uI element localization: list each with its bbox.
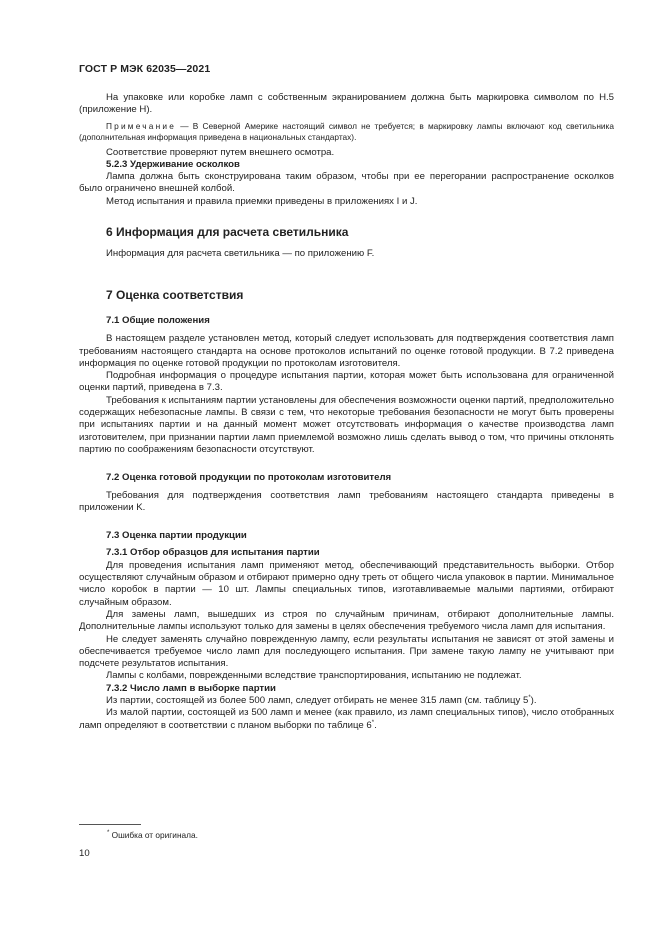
paragraph: Из партии, состоящей из более 500 ламп, следует отбирать не менее 315 ламп (см. таблицу 5*). xyxy=(106,694,537,706)
paragraph: Требования к испытаниям партии установлены для обеспечения возможности оценки партий, предположительно содержащих небезопасные лампы. В связи с тем, что некоторые требования безопасности не могут быть проверены при испытаниях партии и на данный момент может отсутствовать информация о качестве производства ламп изготовителем, при признании партии ламп приемлемой возможно лишь сделать вывод о том, что причины отклонять партию по соображениям безопасности отсутствуют. xyxy=(79,394,614,455)
document-body xyxy=(79,92,614,732)
paragraph: В настоящем разделе установлен метод, который следует использовать для подтверждения соответствия ламп требованиям настоящего стандарта на основе протоколов испытаний по оценке готовой продукции. В 7.2 приведена информация по оценке готовой продукции по протоколам изготовителя. xyxy=(79,333,614,369)
paragraph: Метод испытания и правила приемки приведены в приложениях I и J. xyxy=(106,195,418,207)
note-label: Примечание xyxy=(106,120,177,131)
paragraph: Для проведения испытания ламп применяют метод, обеспечивающий представительность выборки. Отбор осуществляют случайным образом и отбирают примерно одну треть от общего числа упаковок в партии. Минимальное число коробок в партии — 10 шт. Лампы специальных типов, изготавливаемые малыми партиями, отбирают случайным образом. xyxy=(79,559,614,608)
paragraph: Для замены ламп, вышедших из строя по случайным причинам, отбирают дополнительные лампы. Дополнительные лампы используют только для замены в целях обеспечения требуемого числа ламп для испытания. xyxy=(79,608,614,633)
footnote-mark: * xyxy=(107,830,110,837)
paragraph: Из малой партии, состоящей из 500 ламп и менее (как правило, из ламп специальных типов), число отобранных ламп определяют в соответствии с планом выборки по таблице 6*. xyxy=(79,707,614,731)
footnote: * Ошибка от оригинала. xyxy=(107,830,198,840)
section-heading-7: 7 Оценка соответствия xyxy=(106,287,244,302)
paragraph: Соответствие проверяют путем внешнего осмотра. xyxy=(106,146,335,158)
subsection-heading-7-3-2: 7.3.2 Число ламп в выборке партии xyxy=(106,682,276,694)
subsection-heading-7-3-1: 7.3.1 Отбор образцов для испытания партии xyxy=(106,547,320,559)
subsection-heading-5-2-3: 5.2.3 Удерживание осколков xyxy=(106,158,240,170)
note xyxy=(79,121,614,143)
paragraph: Подробная информация о процедуре испытания партии, которая может быть использована для ограниченной оценки партий, приведена в 7.3. xyxy=(79,370,614,394)
subsection-heading-7-2: 7.2 Оценка готовой продукции по протоколам изготовителя xyxy=(106,472,392,484)
paragraph: Не следует заменять случайно поврежденную лампу, если результаты испытания не зависят от этой замены и обеспечивается требуемое число ламп для последующего испытания. При замене такую лампу не учитывают при подсчете результатов испытания. xyxy=(79,633,614,670)
subsection-heading-7-1: 7.1 Общие положения xyxy=(106,314,210,326)
footnote-ref: * xyxy=(371,719,375,726)
section-heading-6: 6 Информация для расчета светильника xyxy=(106,225,349,240)
paragraph: Лампа должна быть сконструирована таким образом, чтобы при ее перегорании распространение осколков было ограничено внешней колбой. xyxy=(79,171,614,195)
note-text: — В Северной Америке настоящий символ не требуется; в маркировку лампы включают код светильника (дополнительная информация приведена в национальных стандартах). xyxy=(79,120,614,142)
document-header: ГОСТ Р МЭК 62035—2021 xyxy=(79,63,211,75)
footnote-ref: * xyxy=(528,694,531,701)
page-number: 10 xyxy=(79,848,90,859)
footnote-divider xyxy=(79,824,141,825)
paragraph: Требования для подтверждения соответствия ламп требованиям настоящего стандарта приведены в приложении K. xyxy=(79,489,614,513)
paragraph: На упаковке или коробке ламп с собственным экранированием должна быть маркировка символом по Н.5 (приложение Н). xyxy=(79,92,614,116)
subsection-heading-7-3: 7.3 Оценка партии продукции xyxy=(106,530,247,542)
paragraph: Информация для расчета светильника — по приложению F. xyxy=(106,248,375,260)
paragraph: Лампы с колбами, поврежденными вследствие транспортирования, испытанию не подлежат. xyxy=(106,670,522,682)
